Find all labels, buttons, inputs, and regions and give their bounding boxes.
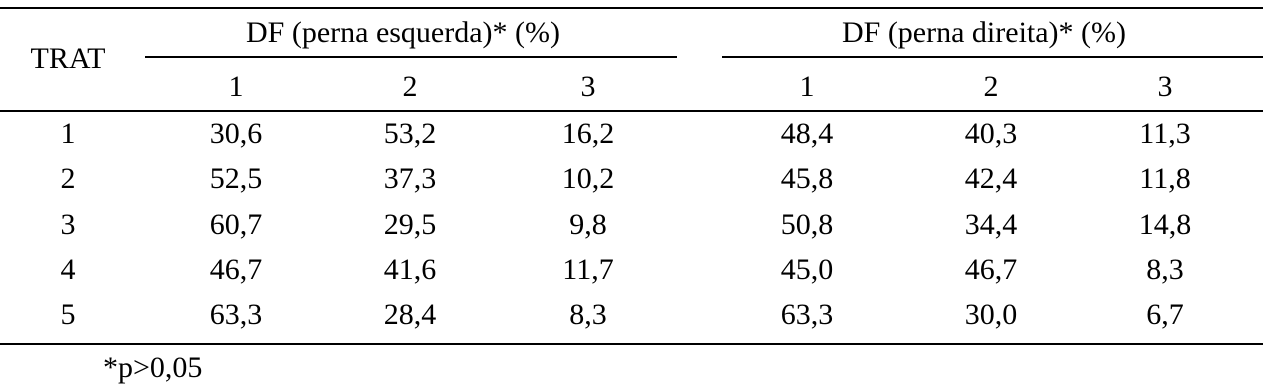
value-cell: 11,8 — [1139, 162, 1191, 195]
subcolumn-header: 3 — [1157, 70, 1173, 103]
value-cell: 8,3 — [1146, 253, 1184, 286]
bottom-rule — [0, 343, 1263, 345]
footnote: *p>0,05 — [103, 351, 203, 384]
value-cell: 16,2 — [561, 117, 615, 150]
trat-cell: 5 — [60, 298, 76, 331]
trat-cell: 2 — [60, 162, 76, 195]
group-right-rule — [722, 56, 1263, 58]
subcolumn-header: 2 — [983, 70, 999, 103]
value-cell: 10,2 — [561, 162, 615, 195]
value-cell: 60,7 — [209, 208, 263, 241]
value-cell: 45,8 — [780, 162, 834, 195]
trat-cell: 1 — [60, 117, 76, 150]
value-cell: 45,0 — [780, 253, 834, 286]
value-cell: 11,7 — [562, 253, 614, 286]
value-cell: 42,4 — [964, 162, 1018, 195]
value-cell: 41,6 — [383, 253, 437, 286]
header-bottom-rule — [0, 110, 1263, 112]
value-cell: 50,8 — [780, 208, 834, 241]
subcolumn-header: 2 — [402, 70, 418, 103]
value-cell: 46,7 — [964, 253, 1018, 286]
row-header-trat: TRAT — [30, 42, 106, 75]
value-cell: 48,4 — [780, 117, 834, 150]
subcolumn-header: 3 — [580, 70, 596, 103]
value-cell: 63,3 — [780, 298, 834, 331]
value-cell: 6,7 — [1146, 298, 1184, 331]
subcolumn-header: 1 — [228, 70, 244, 103]
value-cell: 40,3 — [964, 117, 1018, 150]
group-header-right-leg: DF (perna direita)* (%) — [841, 16, 1127, 49]
value-cell: 8,3 — [569, 298, 607, 331]
value-cell: 9,8 — [569, 208, 607, 241]
value-cell: 30,0 — [964, 298, 1018, 331]
trat-cell: 4 — [60, 253, 76, 286]
value-cell: 29,5 — [383, 208, 437, 241]
top-rule — [0, 7, 1263, 9]
group-left-rule — [145, 56, 677, 58]
value-cell: 63,3 — [209, 298, 263, 331]
value-cell: 46,7 — [209, 253, 263, 286]
value-cell: 52,5 — [209, 162, 263, 195]
value-cell: 34,4 — [964, 208, 1018, 241]
value-cell: 37,3 — [383, 162, 437, 195]
value-cell: 53,2 — [383, 117, 437, 150]
group-header-left-leg: DF (perna esquerda)* (%) — [245, 16, 561, 49]
value-cell: 14,8 — [1138, 208, 1192, 241]
trat-cell: 3 — [60, 208, 76, 241]
value-cell: 30,6 — [209, 117, 263, 150]
subcolumn-header: 1 — [799, 70, 815, 103]
value-cell: 28,4 — [383, 298, 437, 331]
value-cell: 11,3 — [1139, 117, 1191, 150]
